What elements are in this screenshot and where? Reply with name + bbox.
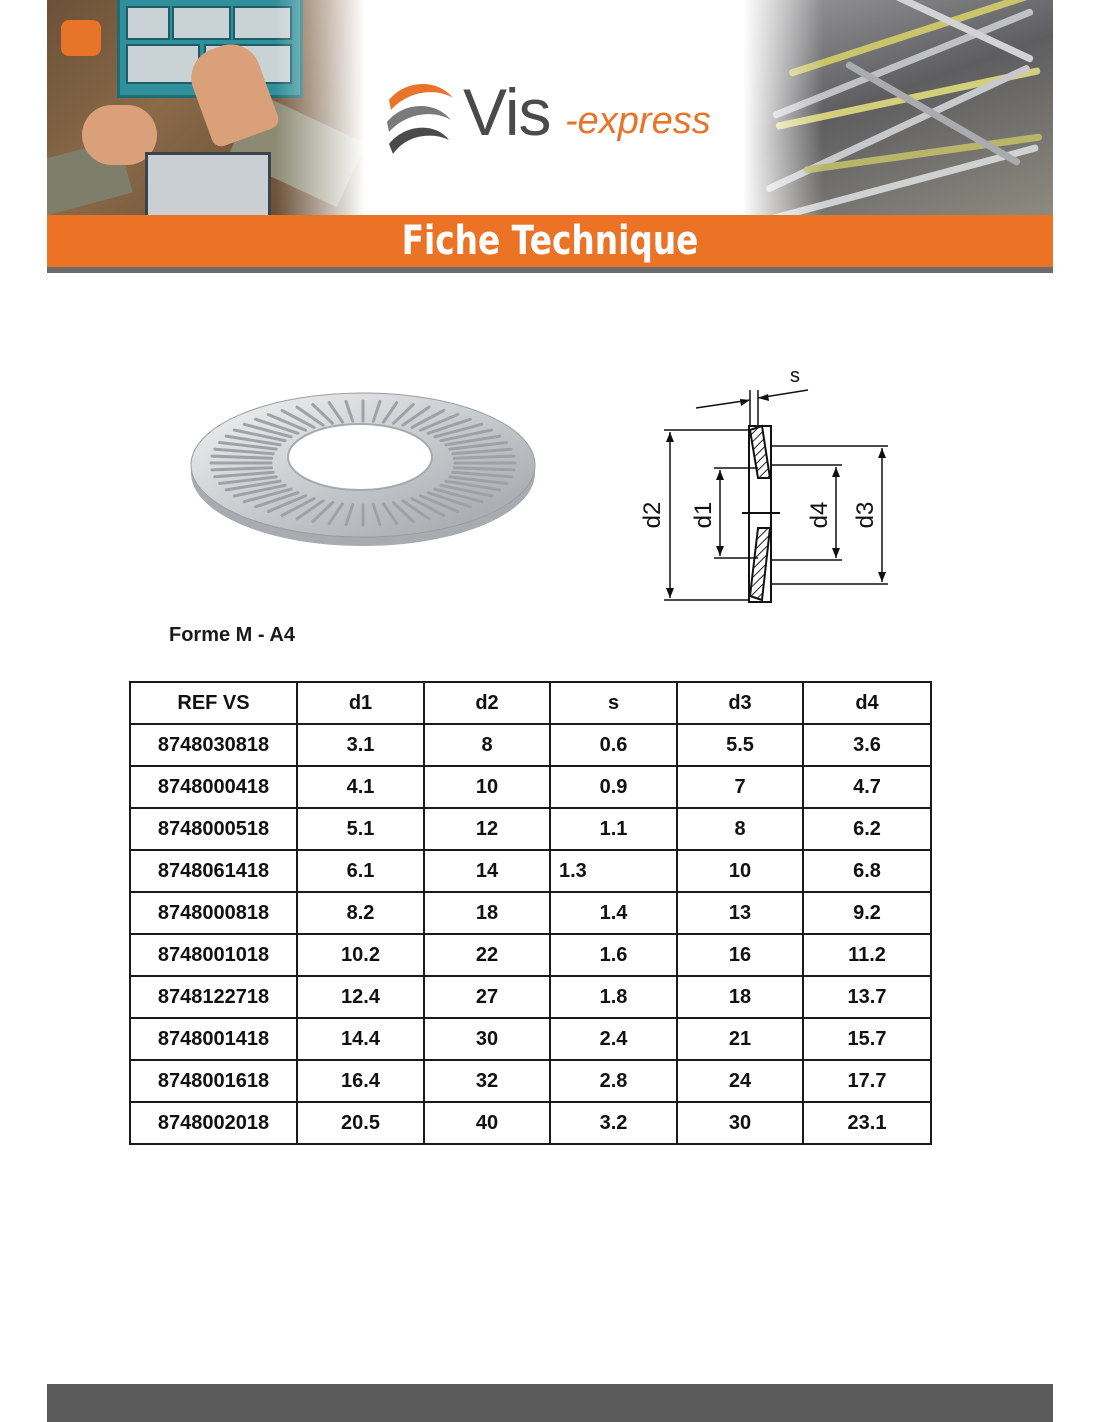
cell-d4: 17.7 xyxy=(803,1060,931,1102)
cell-s: 1.1 xyxy=(550,808,677,850)
dim-label-d1: d1 xyxy=(690,501,717,529)
table-row xyxy=(130,934,931,976)
header-d3: d3 xyxy=(677,682,803,724)
cell-d3: 7 xyxy=(677,766,803,808)
cell-d1: 5.1 xyxy=(297,808,424,850)
cell-d2: 14 xyxy=(424,850,550,892)
cell-d4: 13.7 xyxy=(803,976,931,1018)
title-underline xyxy=(47,267,1053,273)
cell-d1: 3.1 xyxy=(297,724,424,766)
cell-s: 0.9 xyxy=(550,766,677,808)
dim-label-d4: d4 xyxy=(806,501,833,529)
brand-name: Vis xyxy=(463,75,551,149)
cell-d2: 27 xyxy=(424,976,550,1018)
cell-d1: 6.1 xyxy=(297,850,424,892)
logo-swoosh-icon xyxy=(385,76,457,161)
cell-d1: 14.4 xyxy=(297,1018,424,1060)
header xyxy=(47,0,1053,273)
table-row xyxy=(130,850,931,892)
cell-d3: 5.5 xyxy=(677,724,803,766)
cell-ref: 8748061418 xyxy=(130,850,297,892)
table-row xyxy=(130,808,931,850)
cell-d2: 30 xyxy=(424,1018,550,1060)
screws-photo xyxy=(743,0,1053,215)
cell-d2: 40 xyxy=(424,1102,550,1144)
cell-d2: 10 xyxy=(424,766,550,808)
cell-d3: 13 xyxy=(677,892,803,934)
table-header-row xyxy=(130,682,931,724)
cell-s: 2.4 xyxy=(550,1018,677,1060)
cell-ref: 8748001018 xyxy=(130,934,297,976)
cell-d4: 4.7 xyxy=(803,766,931,808)
cell-d4: 15.7 xyxy=(803,1018,931,1060)
washer-photo xyxy=(185,385,545,560)
table-row xyxy=(130,976,931,1018)
cell-s: 2.8 xyxy=(550,1060,677,1102)
cell-s: 0.6 xyxy=(550,724,677,766)
table-row xyxy=(130,1060,931,1102)
form-label: Forme M - A4 xyxy=(169,624,295,646)
dimensions-table xyxy=(129,681,932,1145)
table-row xyxy=(130,766,931,808)
header-d4: d4 xyxy=(803,682,931,724)
cell-s: 1.6 xyxy=(550,934,677,976)
header-ref: REF VS xyxy=(130,682,297,724)
page-title: Fiche Technique xyxy=(401,218,699,264)
cell-d1: 20.5 xyxy=(297,1102,424,1144)
cell-d3: 18 xyxy=(677,976,803,1018)
brand-suffix: -express xyxy=(565,100,711,142)
cell-d3: 16 xyxy=(677,934,803,976)
cell-d4: 6.8 xyxy=(803,850,931,892)
cell-d4: 9.2 xyxy=(803,892,931,934)
cell-ref: 8748122718 xyxy=(130,976,297,1018)
cell-d3: 30 xyxy=(677,1102,803,1144)
dim-label-s: s xyxy=(790,365,800,387)
cell-d2: 18 xyxy=(424,892,550,934)
dim-label-d2: d2 xyxy=(639,501,666,529)
cell-d1: 16.4 xyxy=(297,1060,424,1102)
cell-d2: 8 xyxy=(424,724,550,766)
cell-ref: 8748001618 xyxy=(130,1060,297,1102)
cell-s: 1.8 xyxy=(550,976,677,1018)
cell-d2: 32 xyxy=(424,1060,550,1102)
tape-measure-image xyxy=(61,20,101,56)
cell-ref: 8748000518 xyxy=(130,808,297,850)
cell-d2: 12 xyxy=(424,808,550,850)
header-s: s xyxy=(550,682,677,724)
cell-d4: 23.1 xyxy=(803,1102,931,1144)
header-d1: d1 xyxy=(297,682,424,724)
cell-ref: 8748001418 xyxy=(130,1018,297,1060)
cell-ref: 8748030818 xyxy=(130,724,297,766)
table-row xyxy=(130,1018,931,1060)
cell-ref: 8748000818 xyxy=(130,892,297,934)
brand-logo xyxy=(385,70,725,170)
washer-dimension-drawing xyxy=(630,360,900,610)
table-row xyxy=(130,892,931,934)
cell-d2: 22 xyxy=(424,934,550,976)
cell-d3: 21 xyxy=(677,1018,803,1060)
table-row xyxy=(130,1102,931,1144)
cell-d4: 3.6 xyxy=(803,724,931,766)
cell-d4: 11.2 xyxy=(803,934,931,976)
cell-d1: 8.2 xyxy=(297,892,424,934)
cell-ref: 8748000418 xyxy=(130,766,297,808)
cell-d3: 8 xyxy=(677,808,803,850)
table-row xyxy=(130,724,931,766)
cell-d1: 12.4 xyxy=(297,976,424,1018)
cell-d3: 10 xyxy=(677,850,803,892)
cell-d1: 10.2 xyxy=(297,934,424,976)
cell-s: 1.3 xyxy=(550,850,677,892)
title-bar xyxy=(47,215,1053,267)
parts-tray-image xyxy=(145,152,271,215)
cell-d4: 6.2 xyxy=(803,808,931,850)
cell-d1: 4.1 xyxy=(297,766,424,808)
dim-label-d3: d3 xyxy=(852,501,879,529)
cell-d3: 24 xyxy=(677,1060,803,1102)
cell-s: 1.4 xyxy=(550,892,677,934)
cell-s: 3.2 xyxy=(550,1102,677,1144)
cell-ref: 8748002018 xyxy=(130,1102,297,1144)
footer-bar xyxy=(47,1384,1053,1422)
workshop-photo xyxy=(47,0,365,215)
banner xyxy=(47,0,1053,215)
header-d2: d2 xyxy=(424,682,550,724)
